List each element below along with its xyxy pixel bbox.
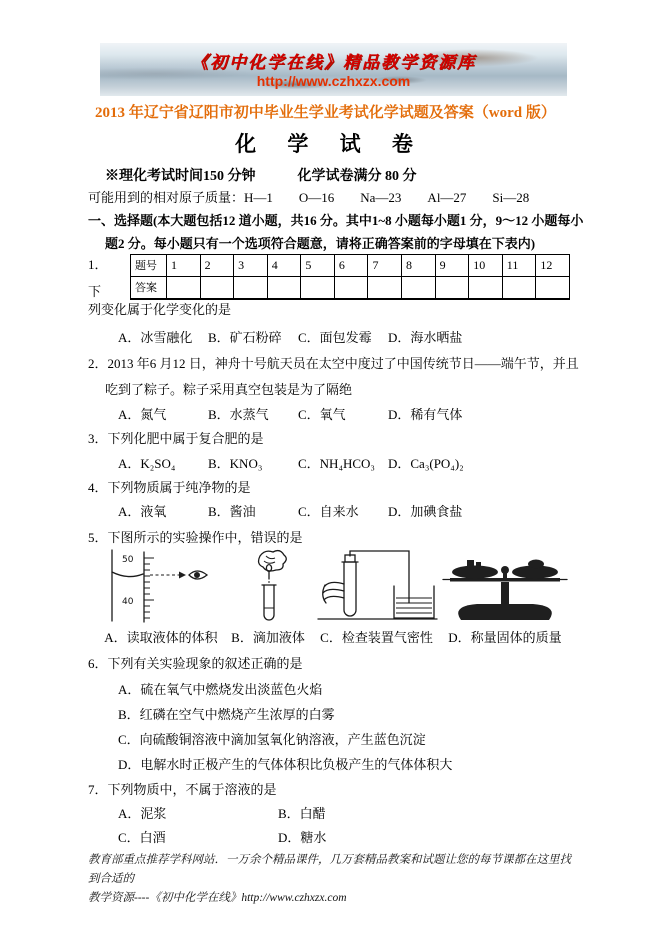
dropper-test-tube-figure (222, 548, 314, 624)
scale-value-top: 50 (122, 555, 134, 565)
question1-option-b: B．矿石粉碎 (208, 330, 282, 345)
answer-table (130, 254, 570, 300)
question7-option-c: C．白酒 (118, 830, 166, 845)
question1-option-a: A．冰雪融化 (118, 330, 193, 345)
question-number-cell: 7 (368, 255, 402, 277)
footer-line1: 教育部重点推荐学科网站．一万余个精品课件，几万套精品教案和试题让您的每节课都在这里找到合适的 (88, 854, 571, 885)
question2-stem-line2: 吃到了粽子。粽子采用真空包装是为了隔绝 (105, 382, 353, 397)
question3-option-a: A．K₂SO₄ (118, 456, 176, 471)
question-number-cell: 4 (267, 255, 301, 277)
question3-option-b: B．KNO₃ (208, 456, 263, 471)
question1-wrap-char: 下 (88, 284, 102, 299)
question6-stem: 6．下列有关实验现象的叙述正确的是 (88, 656, 303, 671)
question1-stem-rest: 列变化属于化学变化的是 (88, 302, 232, 317)
document-title: 2013 年辽宁省辽阳市初中毕业生学业考试化学试题及答案（word 版） (95, 105, 556, 121)
answer-table-header-number: 题号 (131, 255, 167, 277)
question4-option-d: D．加碘食盐 (388, 504, 463, 519)
question7-option-a: A．泥浆 (118, 806, 167, 821)
question1-options (118, 327, 462, 346)
graduated-cylinder-eye-figure (100, 548, 222, 624)
question2-stem-line1: 2．2013 年6 月12 日，神舟十号航天员在太空中度过了中国传统节日——端午节，并且 (88, 356, 579, 371)
answer-cell[interactable] (234, 276, 268, 299)
answer-table-answer-row (131, 276, 570, 299)
answer-cell[interactable] (536, 276, 570, 299)
question-number-cell: 10 (469, 255, 503, 277)
question6-option-c: C．向硫酸铜溶液中滴加氢氧化钠溶液，产生蓝色沉淀 (118, 732, 426, 747)
banner-site-url-link[interactable]: http://www.czhxzx.com (256, 73, 411, 89)
footer-line2: 教学资源----《初中化学在线》http://www.czhxzx.com (88, 892, 347, 904)
section1-heading-line2: 题2 分。每小题只有一个选项符合题意，请将正确答案前的字母填在下表内) (105, 236, 536, 251)
question-number-cell: 6 (334, 255, 368, 277)
question3-stem: 3．下列化肥中属于复合肥的是 (88, 431, 264, 446)
question7-stem: 7．下列物质中，不属于溶液的是 (88, 782, 277, 797)
figure-a-caption: A．读取液体的体积 (104, 630, 218, 645)
question1-option-c: C．面包发霉 (298, 330, 372, 345)
question-number-cell: 8 (402, 255, 436, 277)
question7-options-row1 (118, 803, 326, 822)
atomic-masses-line: 可能用到的相对原子质量：H—1 O—16 Na—23 Al—27 Si—28 (88, 190, 530, 205)
question-number-cell: 5 (301, 255, 335, 277)
question4-option-b: B．酱油 (208, 504, 256, 519)
figure-c-caption: C．检查装置气密性 (320, 630, 433, 645)
question4-stem: 4．下列物质属于纯净物的是 (88, 480, 251, 495)
question-number-cell: 2 (200, 255, 234, 277)
question2-option-d: D．稀有气体 (388, 407, 463, 422)
paper-title: 化 学 试 卷 (235, 132, 426, 156)
question1-option-d: D．海水晒盐 (388, 330, 463, 345)
question5-stem: 5．下图所示的实验操作中，错误的是 (88, 530, 303, 545)
question5-figures (100, 548, 571, 646)
answer-cell[interactable] (469, 276, 503, 299)
question4-option-a: A．液氧 (118, 504, 167, 519)
figure-a-read-volume (100, 548, 222, 646)
test-tube-beaker-figure (314, 548, 439, 624)
question4-options (118, 501, 462, 520)
answer-cell[interactable] (435, 276, 469, 299)
site-banner (100, 43, 567, 96)
scale-value-bottom: 40 (122, 597, 134, 607)
answer-cell[interactable] (334, 276, 368, 299)
question6-option-b: B．红磷在空气中燃烧产生浓厚的白雾 (118, 707, 335, 722)
question-number-cell: 1 (167, 255, 201, 277)
question2-option-a: A．氮气 (118, 407, 167, 422)
question3-option-d: D．Ca₃(PO₄)₂ (388, 456, 464, 471)
answer-cell[interactable] (368, 276, 402, 299)
question7-option-d: D．糖水 (278, 830, 327, 845)
question7-options-row2 (118, 827, 326, 846)
figure-d-caption: D．称量固体的质量 (448, 630, 562, 645)
question6-option-a: A．硫在氧气中燃烧发出淡蓝色火焰 (118, 682, 323, 697)
question-number-cell: 9 (435, 255, 469, 277)
figure-c-airtightness-check (314, 548, 439, 646)
figure-b-add-liquid (222, 548, 314, 646)
question1-number-column (88, 254, 130, 300)
question2-option-c: C．氧气 (298, 407, 346, 422)
answer-cell[interactable] (267, 276, 301, 299)
answer-cell[interactable] (167, 276, 201, 299)
question3-option-c: C．NH₄HCO₃ (298, 456, 375, 471)
question-number-cell: 3 (234, 255, 268, 277)
answer-cell[interactable] (402, 276, 436, 299)
figure-d-balance (439, 548, 571, 646)
answer-table-number-row (131, 255, 570, 277)
answer-cell[interactable] (502, 276, 536, 299)
question2-option-b: B．水蒸气 (208, 407, 269, 422)
banner-site-title: 《初中化学在线》精品教学资源库 (191, 53, 476, 72)
question-number-cell: 11 (502, 255, 536, 277)
answer-table-header-answer: 答案 (131, 276, 167, 299)
footer-promo-text (88, 851, 578, 908)
question1-number: 1． (88, 257, 108, 272)
question2-options (118, 404, 462, 423)
question1-and-answer-table (88, 254, 570, 300)
question3-options (118, 453, 464, 472)
balance-scale-figure (439, 548, 571, 624)
figure-b-caption: B．滴加液体 (231, 630, 305, 645)
answer-cell[interactable] (200, 276, 234, 299)
answer-cell[interactable] (301, 276, 335, 299)
section1-heading-line1: 一、选择题(本大题包括12 道小题，共16 分。其中1~8 小题每小题1 分，9～12 小题每小 (88, 213, 584, 228)
question7-option-b: B．白醋 (278, 806, 326, 821)
question6-option-d: D．电解水时正极产生的气体体积比负极产生的气体体积大 (118, 757, 453, 772)
exam-time-and-score-info: ※理化考试时间150 分钟 化学试卷满分 80 分 (105, 169, 417, 184)
question4-option-c: C．自来水 (298, 504, 359, 519)
question-number-cell: 12 (536, 255, 570, 277)
